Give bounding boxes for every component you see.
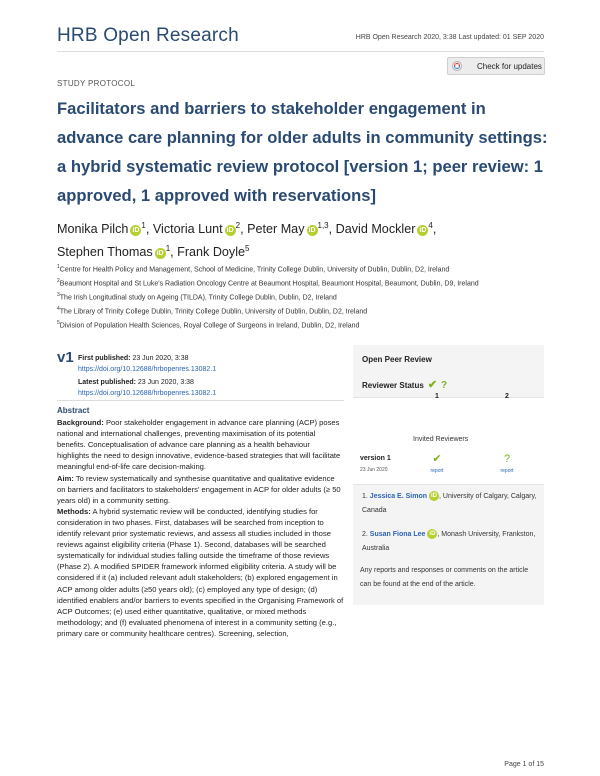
affiliation-list	[57, 262, 547, 332]
abstract-aim	[57, 473, 344, 506]
author[interactable]	[247, 222, 336, 236]
affiliation-text: The Irish Longitudinal study on Ageing (TILDA), Trinity College Dublin, Dublin, D2, Ireland	[59, 294, 337, 302]
reviewer-affiliation: , University of Calgary, Calgary, Canada	[362, 493, 537, 514]
reviewer-entry-2	[362, 528, 540, 556]
abstract-methods	[57, 506, 344, 639]
author-affiliation-number: 1	[165, 244, 171, 254]
reviewer-name-link[interactable]: Jessica E. Simon	[369, 493, 427, 500]
affiliation-number: 3	[57, 291, 60, 298]
abstract-heading: Abstract	[57, 406, 90, 415]
aim-text: To review systematically and synthesise quantitative and qualitative evidence on barriers and facilitators to stakeholders' engagement in ACP for older adults (≥ 50 years old) in a community setting.	[57, 473, 341, 505]
author-name[interactable]: Stephen Thomas	[57, 245, 153, 260]
report-link[interactable]: report	[500, 468, 514, 474]
reviewer-status	[362, 378, 447, 391]
crossmark-icon	[452, 61, 462, 71]
reviewer-name-link[interactable]: Susan Fiona Lee	[369, 531, 426, 538]
affiliation	[57, 262, 547, 276]
affiliation	[57, 290, 547, 304]
affiliation	[57, 276, 547, 290]
reviewer-status-label: Reviewer Status	[362, 381, 424, 390]
reviewer-2-report[interactable]	[495, 449, 519, 474]
version-1-label: version 1	[360, 455, 391, 462]
version-1-date: 23 Jun 2020	[360, 467, 388, 473]
author[interactable]	[57, 222, 153, 236]
author-separator: ,	[170, 245, 178, 260]
orcid-icon[interactable]: iD	[226, 227, 234, 235]
author-name[interactable]: Peter May	[247, 222, 305, 237]
journal-name[interactable]: HRB Open Research	[57, 25, 239, 46]
approved-check-icon: ✔	[432, 453, 442, 465]
author-name[interactable]: David Mockler	[335, 222, 416, 237]
latest-published-date: 23 Jun 2020, 3:38	[137, 379, 194, 386]
reviewer-1-report[interactable]	[425, 449, 449, 474]
version-badge: v1	[57, 349, 74, 366]
reviewer-entry-1	[362, 490, 540, 518]
author-affiliation-number: 2	[235, 221, 241, 230]
first-published-label: First published:	[78, 355, 131, 362]
methods-label: Methods:	[57, 506, 91, 516]
author-list	[57, 216, 547, 262]
background-text: Poor stakeholder engagement in advance care planning (ACP) poses national and international challenges, preventing maximisation of its potential benefits. Conceptualisation of advance care planning as a health behaviour highlights the need to design innovative, evidence-based strategies that will facilitate meaningful end-of-life care decision-making.	[57, 418, 341, 472]
author-name[interactable]: Victoria Lunt	[152, 222, 223, 237]
header-divider	[57, 51, 544, 52]
methods-text: A hybrid systematic review will be conducted, identifying studies for consideration in two phases. First, databases will be searched from inception to identify relevant prior systematic reviews, and assess all studies included in those reviews against eligibility criteria (Phase 1). Second, databases will be searched systematically for individual studies falling outside the timeframe of those reviews (Phase 2). A modified SPIDER framework informed eligibility criteria. A study will be considered if it (a) included relevant adult stakeholders; (b) explored engagement in ACP among older adults (≥50 years old); (c) employed any type of design; (d) identified enablers and/or barriers to events specified in the Organising Framework of ACP Outcomes; (e) used either quantitative, qualitative, or mixed methods methodology; and (f) evaluated phenomena of interest in a community setting (e.g., primary care or community healthcare centres). Screening, selection,	[57, 506, 344, 638]
author-separator: ,	[145, 222, 153, 237]
invited-reviewers-label: Invited Reviewers	[413, 436, 469, 443]
orcid-icon[interactable]: iD	[308, 227, 316, 235]
orcid-icon[interactable]: iD	[429, 531, 436, 537]
abstract	[57, 405, 344, 639]
orcid-icon[interactable]: iD	[431, 493, 437, 499]
author[interactable]	[153, 222, 247, 236]
affiliation-text: The Library of Trinity College Dublin, Trinity College Dublin, University of Dublin, Dublin, D2, Ireland	[59, 308, 368, 316]
abstract-divider	[57, 400, 344, 401]
peer-review-title: Open Peer Review	[362, 355, 432, 364]
approved-check-icon: ✔	[427, 379, 438, 391]
author-separator: ,	[328, 222, 336, 237]
article-title: Facilitators and barriers to stakeholder engagement in advance care planning for older adults in community settings: a hybrid systematic review protocol [version 1; peer review: 1 approved, 1 approved with reservations]	[57, 99, 548, 205]
affiliation	[57, 318, 547, 332]
report-link[interactable]: report	[430, 468, 444, 474]
first-published-date: 23 Jun 2020, 3:38	[132, 355, 189, 362]
page-number: Page 1 of 15	[504, 761, 544, 768]
author[interactable]	[57, 245, 177, 259]
affiliation-text: Beaumont Hospital and St Luke's Radiation Oncology Centre at Beaumont Hospital, Beaumont Hospital, Beaumont, Dublin, D9, Ireland	[59, 280, 479, 288]
author-affiliation-number: 4	[428, 221, 433, 230]
author-separator: ,	[240, 222, 248, 237]
open-peer-review-panel	[353, 345, 544, 605]
affiliation-number: 4	[57, 305, 60, 312]
latest-published-doi-link[interactable]: https://doi.org/10.12688/hrbopenres.13082.1	[78, 390, 217, 397]
reviewer-affiliation: , Monash University, Frankston, Australia	[362, 531, 536, 552]
affiliation	[57, 304, 547, 318]
background-label: Background:	[57, 418, 104, 428]
review-note: Any reports and responses or comments on the article can be found at the end of the article.	[360, 567, 529, 588]
affiliation-number: 5	[57, 319, 60, 326]
reservations-question-icon: ?	[503, 453, 511, 465]
article-type: STUDY PROTOCOL	[57, 79, 136, 88]
publication-info	[78, 353, 216, 399]
author[interactable]	[177, 245, 249, 259]
orcid-icon[interactable]: iD	[132, 227, 140, 235]
reviewer-col-2: 2	[505, 393, 509, 400]
check-for-updates-label: Check for updates	[477, 61, 542, 71]
latest-published-label: Latest published:	[78, 379, 136, 386]
abstract-background	[57, 417, 344, 472]
author-name[interactable]: Monika Pilch	[57, 222, 129, 237]
first-published-doi-link[interactable]: https://doi.org/10.12688/hrbopenres.13082.1	[78, 366, 217, 373]
affiliation-number: 1	[57, 264, 60, 270]
aim-label: Aim:	[57, 473, 74, 483]
reviewer-number: 1.	[362, 493, 368, 500]
reservations-question-icon: ?	[441, 380, 448, 391]
reviewer-number: 2.	[362, 531, 368, 538]
author[interactable]	[336, 222, 437, 236]
affiliation-number: 2	[57, 277, 60, 284]
orcid-icon[interactable]: iD	[419, 227, 427, 235]
author-affiliation-number: 5	[245, 244, 250, 254]
affiliation-text: Centre for Health Policy and Management, School of Medicine, Trinity College Dublin, University of Dublin, Dublin, D2, Ireland	[59, 266, 450, 274]
author-name[interactable]: Frank Doyle	[177, 245, 246, 260]
author-affiliation-number: 1	[141, 221, 146, 230]
header-meta: HRB Open Research 2020, 3:38 Last updated: 01 SEP 2020	[355, 34, 544, 41]
author-separator: ,	[432, 222, 437, 237]
reviewer-col-1: 1	[435, 393, 439, 400]
check-for-updates-button[interactable]	[447, 57, 545, 75]
orcid-icon[interactable]: iD	[156, 250, 164, 258]
affiliation-text: Division of Population Health Sciences, Royal College of Surgeons in Ireland, Dublin, D2, Ireland	[59, 322, 360, 330]
author-affiliation-number: 1,3	[317, 221, 329, 230]
